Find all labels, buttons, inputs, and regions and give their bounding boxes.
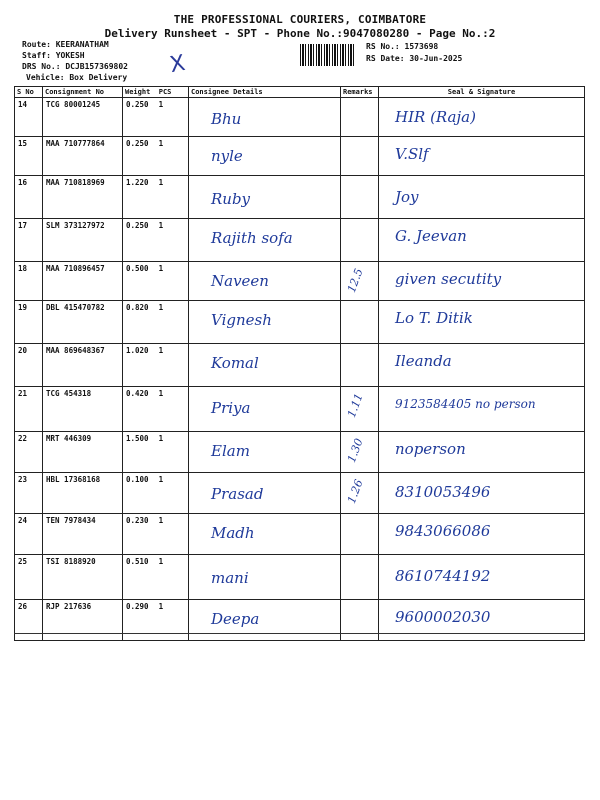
table-row	[15, 555, 585, 600]
cell-weight	[123, 137, 189, 176]
pcs-value: 1	[158, 475, 164, 484]
cell-consignee	[189, 176, 341, 219]
cell-weight	[123, 600, 189, 641]
col-seal-signature: Seal & Signature	[379, 87, 585, 98]
cell-weight	[123, 344, 189, 387]
cell-weight	[123, 387, 189, 432]
cell-sno: 17	[15, 219, 43, 262]
signature-handwriting: 9123584405 no person	[395, 397, 536, 411]
cell-remarks	[341, 98, 379, 137]
pcs-value: 1	[158, 264, 164, 273]
pcs-value: 1	[158, 221, 164, 230]
table-row	[15, 176, 585, 219]
cell-sno: 15	[15, 137, 43, 176]
table-row	[15, 344, 585, 387]
signature-handwriting: Joy	[395, 188, 419, 206]
weight-value: 0.250	[126, 221, 149, 230]
cell-consignee	[189, 432, 341, 473]
pcs-value: 1	[158, 178, 164, 187]
cell-sno: 21	[15, 387, 43, 432]
consignee-handwriting: Prasad	[211, 485, 264, 503]
cell-consignee	[189, 219, 341, 262]
signature-handwriting: HIR (Raja)	[395, 108, 476, 126]
consignee-handwriting: mani	[211, 569, 249, 587]
cell-remarks	[341, 262, 379, 301]
cell-sno: 23	[15, 473, 43, 514]
consignee-handwriting: Priya	[211, 399, 251, 417]
signature-handwriting: Lo T. Ditik	[395, 309, 473, 327]
consignee-handwriting: Elam	[211, 442, 250, 460]
cell-signature	[379, 387, 585, 432]
cell-consignment: TEN 7978434	[43, 514, 123, 555]
table-row	[15, 600, 585, 641]
pcs-value: 1	[158, 100, 164, 109]
cell-consignee	[189, 555, 341, 600]
cell-remarks	[341, 219, 379, 262]
pcs-value: 1	[158, 303, 164, 312]
weight-value: 0.820	[126, 303, 149, 312]
cell-signature	[379, 98, 585, 137]
col-sno: S No	[15, 87, 43, 98]
cell-weight	[123, 219, 189, 262]
consignee-handwriting: nyle	[211, 147, 243, 165]
cell-consignee	[189, 137, 341, 176]
cell-signature	[379, 514, 585, 555]
table-row	[15, 301, 585, 344]
pcs-value: 1	[158, 602, 164, 611]
cell-signature	[379, 301, 585, 344]
cell-consignment: RJP 217636	[43, 600, 123, 641]
cell-signature	[379, 432, 585, 473]
col-weight-pcs	[123, 87, 189, 98]
remark-handwriting: 1.30	[344, 436, 366, 465]
table-row	[15, 98, 585, 137]
remark-handwriting: 1.11	[344, 391, 366, 420]
cell-remarks	[341, 387, 379, 432]
col-pcs: PCS	[158, 88, 172, 96]
pcs-value: 1	[158, 139, 164, 148]
cell-consignment: MAA 869648367	[43, 344, 123, 387]
table-row	[15, 473, 585, 514]
cell-consignee	[189, 387, 341, 432]
weight-value: 1.500	[126, 434, 149, 443]
cell-remarks	[341, 176, 379, 219]
cell-consignee	[189, 301, 341, 344]
cell-sno: 18	[15, 262, 43, 301]
weight-value: 0.100	[126, 475, 149, 484]
signature-handwriting: 8610744192	[395, 567, 491, 585]
cell-consignee	[189, 473, 341, 514]
cell-remarks	[341, 301, 379, 344]
cell-remarks	[341, 432, 379, 473]
cell-signature	[379, 555, 585, 600]
consignee-handwriting: Bhu	[211, 110, 242, 128]
cell-consignee	[189, 98, 341, 137]
signature-handwriting: noperson	[395, 440, 466, 458]
rs-number: RS No.: 1573698	[366, 42, 439, 51]
rs-date: RS Date: 30-Jun-2025	[366, 54, 463, 63]
pcs-value: 1	[158, 434, 164, 443]
signature-handwriting: 9843066086	[395, 522, 491, 540]
cell-remarks	[341, 344, 379, 387]
cell-weight	[123, 176, 189, 219]
consignee-handwriting: Rajith sofa	[211, 229, 293, 247]
signature-handwriting: G. Jeevan	[395, 227, 467, 245]
vehicle-label: Vehicle: Box Delivery	[26, 73, 128, 82]
cell-weight	[123, 432, 189, 473]
pcs-value: 1	[158, 516, 164, 525]
consignee-handwriting: Komal	[211, 354, 259, 372]
cell-sno: 16	[15, 176, 43, 219]
cell-consignment: TCG 80001245	[43, 98, 123, 137]
weight-value: 0.230	[126, 516, 149, 525]
signature-handwriting: given secutity	[395, 270, 502, 288]
signature-handwriting: 8310053496	[395, 483, 491, 501]
cell-consignment: TSI 8188920	[43, 555, 123, 600]
cell-weight	[123, 514, 189, 555]
consignee-handwriting: Madh	[211, 524, 255, 542]
col-remarks: Remarks	[341, 87, 379, 98]
table-row	[15, 387, 585, 432]
consignee-handwriting: Deepa	[211, 610, 260, 628]
cell-weight	[123, 301, 189, 344]
cell-consignee	[189, 514, 341, 555]
pcs-value: 1	[158, 389, 164, 398]
drs-number: DRS No.: DCJB157369802	[22, 62, 128, 71]
table-header-row	[15, 87, 585, 98]
col-weight: Weight	[125, 88, 151, 96]
runsheet-table	[14, 86, 585, 641]
runsheet-title: Delivery Runsheet - SPT - Phone No.:9047080280 - Page No.:2	[104, 27, 496, 40]
staff-label: Staff: YOKESH	[22, 51, 85, 60]
signature-handwriting: Ileanda	[395, 352, 452, 370]
col-consignment: Consignment No	[43, 87, 123, 98]
signature-handwriting: V.Slf	[395, 145, 429, 163]
cell-weight	[123, 98, 189, 137]
cell-sno: 26	[15, 600, 43, 641]
cell-sno: 20	[15, 344, 43, 387]
signature-handwriting: 9600002030	[395, 608, 491, 626]
cell-signature	[379, 137, 585, 176]
cell-sno: 22	[15, 432, 43, 473]
remark-handwriting: 1.26	[344, 477, 366, 506]
cell-consignment: MRT 446309	[43, 432, 123, 473]
weight-value: 0.250	[126, 100, 149, 109]
consignee-handwriting: Ruby	[211, 190, 251, 208]
remark-handwriting: 12.5	[344, 266, 366, 295]
handwritten-x-mark: X	[167, 50, 188, 79]
cell-signature	[379, 600, 585, 641]
cell-consignment: TCG 454318	[43, 387, 123, 432]
weight-value: 0.500	[126, 264, 149, 273]
table-row	[15, 432, 585, 473]
cell-consignee	[189, 262, 341, 301]
consignee-handwriting: Vignesh	[211, 311, 272, 329]
cell-weight	[123, 262, 189, 301]
cell-consignment: HBL 17368168	[43, 473, 123, 514]
cell-consignment: SLM 373127972	[43, 219, 123, 262]
cell-signature	[379, 473, 585, 514]
cell-consignee	[189, 600, 341, 641]
cell-remarks	[341, 555, 379, 600]
cell-weight	[123, 555, 189, 600]
weight-value: 0.420	[126, 389, 149, 398]
cell-signature	[379, 219, 585, 262]
cell-remarks	[341, 137, 379, 176]
bottom-rule	[14, 633, 584, 634]
table-row	[15, 137, 585, 176]
cell-sno: 19	[15, 301, 43, 344]
col-consignee: Consignee Details	[189, 87, 341, 98]
weight-value: 0.290	[126, 602, 149, 611]
cell-remarks	[341, 600, 379, 641]
cell-consignee	[189, 344, 341, 387]
cell-consignment: MAA 710896457	[43, 262, 123, 301]
cell-sno: 24	[15, 514, 43, 555]
cell-signature	[379, 344, 585, 387]
cell-consignment: DBL 415470782	[43, 301, 123, 344]
company-title: THE PROFESSIONAL COURIERS, COIMBATORE	[173, 13, 427, 26]
cell-signature	[379, 176, 585, 219]
cell-sno: 14	[15, 98, 43, 137]
cell-sno: 25	[15, 555, 43, 600]
table-row	[15, 219, 585, 262]
weight-value: 0.510	[126, 557, 149, 566]
weight-value: 0.250	[126, 139, 149, 148]
table-row	[15, 514, 585, 555]
consignee-handwriting: Naveen	[211, 272, 269, 290]
pcs-value: 1	[158, 346, 164, 355]
barcode	[300, 44, 354, 66]
weight-value: 1.020	[126, 346, 149, 355]
weight-value: 1.220	[126, 178, 149, 187]
cell-signature	[379, 262, 585, 301]
pcs-value: 1	[158, 557, 164, 566]
cell-consignment: MAA 710777864	[43, 137, 123, 176]
cell-consignment: MAA 710818969	[43, 176, 123, 219]
cell-remarks	[341, 514, 379, 555]
cell-weight	[123, 473, 189, 514]
table-row	[15, 262, 585, 301]
route-label: Route: KEERANATHAM	[22, 40, 109, 49]
cell-remarks	[341, 473, 379, 514]
